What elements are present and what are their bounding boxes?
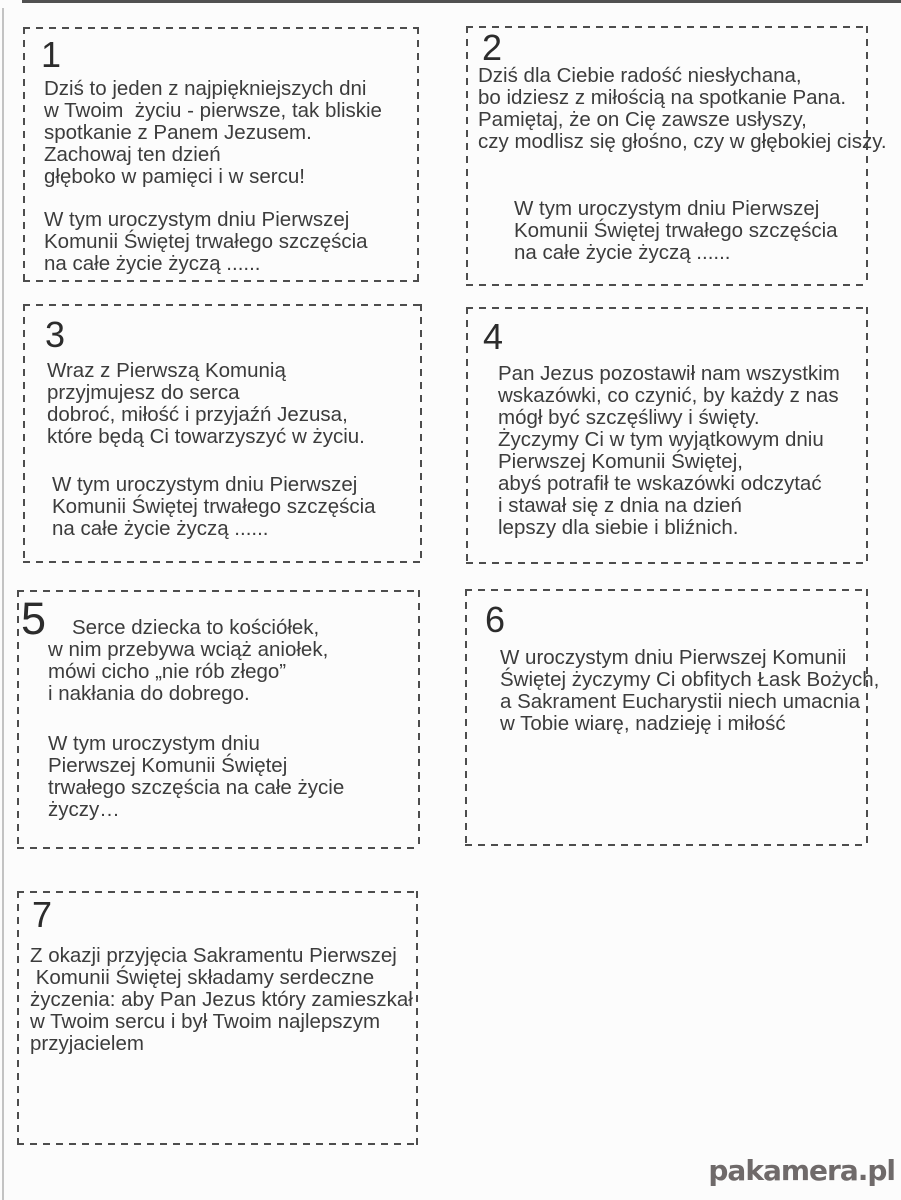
card-text-line: przyjmujesz do serca [47, 381, 240, 404]
pakamera-logo: pakamera.pl [708, 1154, 895, 1187]
card-paragraph [48, 733, 416, 821]
card-text-line: Wraz z Pierwszą Komunią [47, 359, 286, 382]
card-text-line: życzy… [48, 798, 120, 821]
card-text-line: w Twoim życiu - pierwsze, tak bliskie [44, 99, 382, 122]
card-text-line: Świętej życzymy Ci obfitych Łask Bożych, [500, 668, 880, 691]
card-number: 3 [45, 314, 66, 355]
card-text-line: Życzymy Ci w tym wyjątkowym dniu [498, 428, 824, 451]
card-text-line: Z okazji przyjęcia Sakramentu Pierwszej [30, 944, 397, 967]
card-text-line: na całe życie życzą ...... [52, 517, 269, 540]
card-text-line: W tym uroczystym dniu Pierwszej [52, 473, 358, 496]
card-paragraph [498, 363, 864, 539]
card-paragraph [500, 646, 880, 735]
card-text [44, 78, 415, 275]
card-text-line: Pamiętaj, że on Cię zawsze usłyszy, [478, 108, 807, 131]
card-number: 1 [41, 34, 62, 75]
card-number: 7 [32, 894, 53, 935]
scan-top-edge-line [22, 0, 901, 3]
card-text-line: W uroczystym dniu Pierwszej Komunii [500, 646, 847, 669]
card-text-line: które będą Ci towarzyszyć w życiu. [47, 425, 365, 448]
card-paragraph [48, 617, 416, 705]
card-paragraph [44, 78, 415, 188]
card-text-line: czy modlisz się głośno, czy w głębokiej ciszy. [478, 130, 887, 153]
scan-left-edge-line [2, 8, 4, 1200]
wish-card [465, 589, 880, 846]
wish-card [466, 307, 868, 564]
card-text-line: bo idziesz z miłością na spotkanie Pana. [478, 86, 847, 109]
card-text-line: w Tobie wiarę, nadzieję i miłość [500, 712, 786, 735]
card-paragraph [44, 209, 415, 275]
card-text-line: Komunii Świętej trwałego szczęścia [44, 230, 368, 253]
card-text-line: W tym uroczystym dniu [48, 732, 260, 755]
card-text-line: spotkanie z Panem Jezusem. [44, 121, 312, 144]
card-text-line: i stawał się z dnia na dzień [498, 494, 742, 517]
card-text-line: na całe życie życzą ...... [44, 252, 261, 275]
card-text [48, 617, 416, 821]
card-text-line: Serce dziecka to kościółek, [72, 616, 320, 639]
card-number: 6 [485, 599, 506, 640]
card-text-line: trwałego szczęścia na całe życie [48, 776, 345, 799]
card-text-line: Zachowaj ten dzień [44, 143, 221, 166]
card-text-line: a Sakrament Eucharystii niech umacnia [500, 690, 861, 713]
card-paragraph [47, 360, 418, 448]
card-number: 4 [483, 316, 504, 357]
card-text-line: Pierwszej Komunii Świętej, [498, 450, 743, 473]
card-text-line: dobroć, miłość i przyjaźń Jezusa, [47, 403, 348, 426]
card-text-line: mógł być szczęśliwy i święty. [498, 406, 760, 429]
card-text [47, 360, 418, 540]
card-text-line: w Twoim sercu i był Twoim najlepszym [30, 1010, 381, 1033]
card-text-line: abyś potrafił te wskazówki odczytać [498, 472, 822, 495]
card-text-line: Komunii Świętej trwałego szczęścia [514, 219, 838, 242]
card-paragraph [30, 945, 414, 1055]
card-paragraph [52, 474, 418, 540]
wish-card [17, 590, 420, 849]
card-paragraph [514, 198, 866, 264]
wish-card [466, 26, 887, 286]
card-paragraph [478, 64, 887, 153]
card-text-line: mówi cicho „nie rób złego” [48, 660, 287, 683]
card-text-line: i nakłania do dobrego. [48, 682, 250, 705]
wish-card [23, 27, 419, 282]
card-text-line: W tym uroczystym dniu Pierwszej [514, 197, 820, 220]
card-text-line: głęboko w pamięci i w sercu! [44, 165, 305, 188]
wish-card [23, 304, 422, 563]
card-text-line: przyjacielem [30, 1032, 144, 1055]
card-text-line: Komunii Świętej trwałego szczęścia [52, 495, 376, 518]
card-text-line: Pierwszej Komunii Świętej [48, 754, 288, 777]
card-text-line: Dziś dla Ciebie radość niesłychana, [478, 64, 802, 87]
card-text [478, 64, 887, 264]
card-text-line: Pan Jezus pozostawił nam wszystkim [498, 362, 840, 385]
card-text-line: Dziś to jeden z najpiękniejszych dni [44, 77, 367, 100]
card-text-line: wskazówki, co czynić, by każdy z nas [498, 384, 839, 407]
card-number: 5 [21, 593, 47, 644]
wish-card [17, 891, 418, 1145]
card-text-line: na całe życie życzą ...... [514, 241, 731, 264]
card-text-line: życzenia: aby Pan Jezus który zamieszkał [30, 988, 413, 1011]
card-text [30, 945, 414, 1055]
card-text-line: w nim przebywa wciąż aniołek, [48, 638, 329, 661]
card-number: 2 [482, 27, 503, 68]
card-text-line: Komunii Świętej składamy serdeczne [30, 966, 375, 989]
card-text-line: lepszy dla siebie i bliźnich. [498, 516, 739, 539]
card-text [498, 363, 864, 539]
card-text [500, 646, 880, 735]
card-text-line: W tym uroczystym dniu Pierwszej [44, 208, 350, 231]
